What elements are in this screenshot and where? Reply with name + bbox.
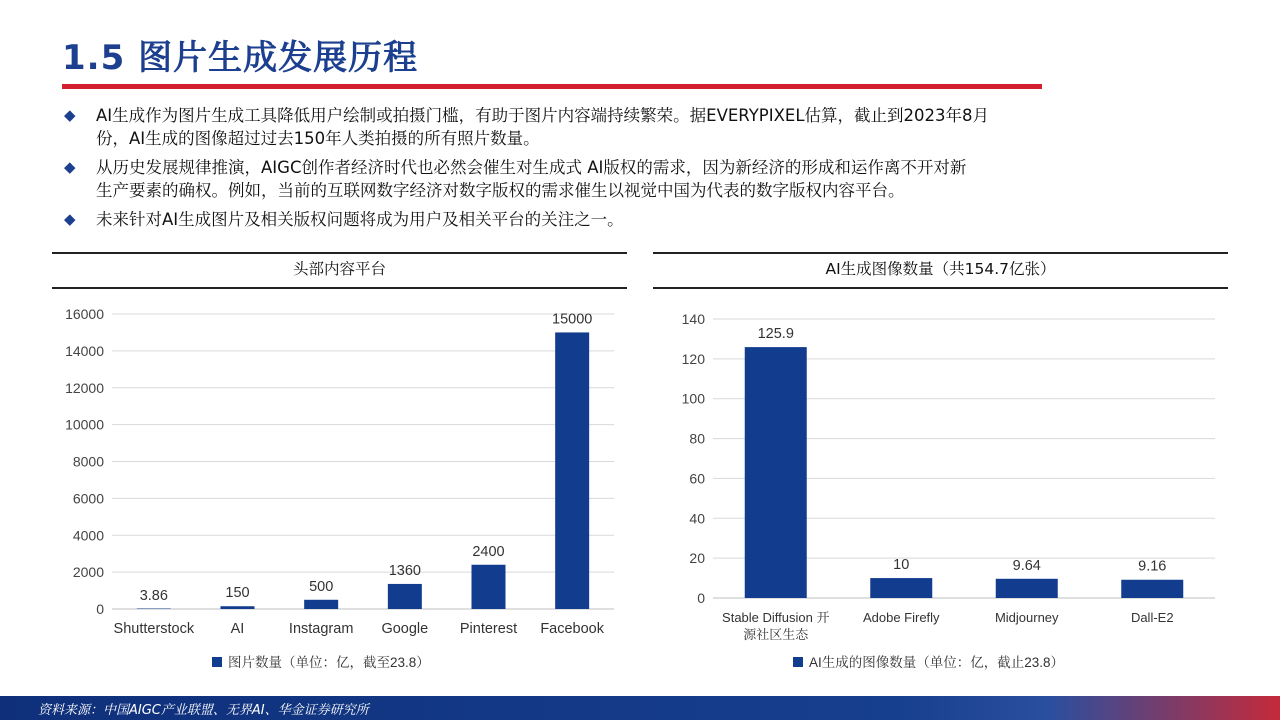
- right-panel-title: AI生成图像数量（共154.7亿张）: [653, 252, 1228, 289]
- diamond-bullet-icon: ◆: [64, 210, 76, 228]
- data-label: 500: [309, 578, 334, 595]
- bullet-line: 从历史发展规律推演，AIGC创作者经济时代也必然会催生对生成式 AI版权的需求，因为新经济的形成和运作离不开对新: [96, 158, 967, 177]
- source-note: 资料来源：中国AIGC产业联盟、无界AI、华金证券研究所: [38, 703, 369, 718]
- bullet-item: [62, 156, 1232, 202]
- bar: [555, 332, 589, 609]
- y-tick-label: 16000: [65, 306, 104, 322]
- bullet-list: [62, 104, 1232, 237]
- y-tick-label: 60: [689, 470, 705, 487]
- y-tick-label: 80: [689, 430, 705, 447]
- bullet-line: AI生成作为图片生成工具降低用户绘制或拍摄门槛，有助于图片内容端持续繁荣。据EVERYPIXEL估算，截止到2023年8月: [96, 106, 990, 125]
- x-tick-label: Google: [381, 621, 429, 637]
- legend-swatch: [212, 657, 222, 667]
- data-label: 10: [893, 557, 910, 574]
- x-tick-label: Stable Diffusion 开: [722, 610, 830, 625]
- bar: [1121, 580, 1183, 598]
- data-label: 15000: [552, 311, 593, 328]
- y-tick-label: 100: [681, 390, 705, 407]
- x-tick-label: Instagram: [288, 621, 354, 637]
- x-tick-label: Facebook: [540, 621, 605, 637]
- y-tick-label: 10000: [65, 416, 104, 433]
- y-tick-label: 6000: [72, 490, 104, 507]
- x-tick-label: Dall-E2: [1130, 610, 1174, 625]
- bullet-item: [62, 104, 1232, 150]
- ai-image-bar-chart: [653, 295, 1228, 680]
- bar: [137, 609, 171, 610]
- diamond-bullet-icon: ◆: [64, 158, 76, 176]
- y-tick-label: 4000: [72, 527, 104, 544]
- left-panel-title: 头部内容平台: [52, 252, 627, 289]
- page-title: 1.5 图片生成发展历程: [62, 38, 419, 78]
- bar: [221, 606, 255, 609]
- y-tick-label: 120: [681, 350, 705, 367]
- y-tick-label: 20: [689, 550, 705, 567]
- bar: [996, 579, 1058, 598]
- bar: [472, 565, 506, 609]
- platform-bar-chart: [52, 295, 627, 680]
- y-tick-label: 14000: [65, 342, 104, 359]
- y-tick-label: 8000: [72, 453, 104, 470]
- bar: [304, 600, 338, 609]
- x-tick-label: AI: [230, 621, 245, 637]
- legend-swatch: [793, 657, 803, 667]
- bar: [745, 347, 807, 598]
- y-tick-label: 2000: [72, 564, 104, 581]
- data-label: 2400: [472, 543, 505, 560]
- data-label: 1360: [388, 562, 421, 579]
- bullet-line: 生产要素的确权。例如，当前的互联网数字经济对数字版权的需求催生以视觉中国为代表的数字版权内容平台。: [96, 181, 905, 200]
- data-label: 150: [225, 585, 250, 602]
- legend-label: 图片数量（单位：亿，截至23.8）: [228, 655, 430, 670]
- data-label: 3.86: [139, 587, 168, 604]
- x-tick-label: Pinterest: [459, 621, 518, 637]
- y-tick-label: 0: [697, 590, 705, 606]
- y-tick-label: 0: [96, 601, 104, 617]
- y-tick-label: 40: [689, 510, 705, 527]
- bullet-item: [62, 208, 1232, 231]
- x-tick-label: Shutterstock: [113, 621, 195, 637]
- data-label: 9.16: [1138, 558, 1167, 575]
- legend-label: AI生成的图像数量（单位：亿，截止23.8）: [809, 655, 1065, 670]
- y-tick-label: 12000: [65, 379, 104, 396]
- x-tick-label: 源社区生态: [743, 627, 809, 642]
- bullet-line: 未来针对AI生成图片及相关版权问题将成为用户及相关平台的关注之一。: [96, 210, 624, 229]
- bar: [870, 578, 932, 598]
- title-underline: [62, 84, 1042, 89]
- y-tick-label: 140: [681, 311, 705, 327]
- diamond-bullet-icon: ◆: [64, 106, 76, 124]
- data-label: 9.64: [1012, 557, 1041, 574]
- bar: [388, 584, 422, 609]
- footer-bar: [0, 696, 1280, 720]
- data-label: 125.9: [757, 326, 794, 343]
- bullet-line: 份，AI生成的图像超过过去150年人类拍摄的所有照片数量。: [96, 129, 540, 148]
- x-tick-label: Midjourney: [994, 610, 1059, 625]
- x-tick-label: Adobe Firefly: [862, 610, 940, 625]
